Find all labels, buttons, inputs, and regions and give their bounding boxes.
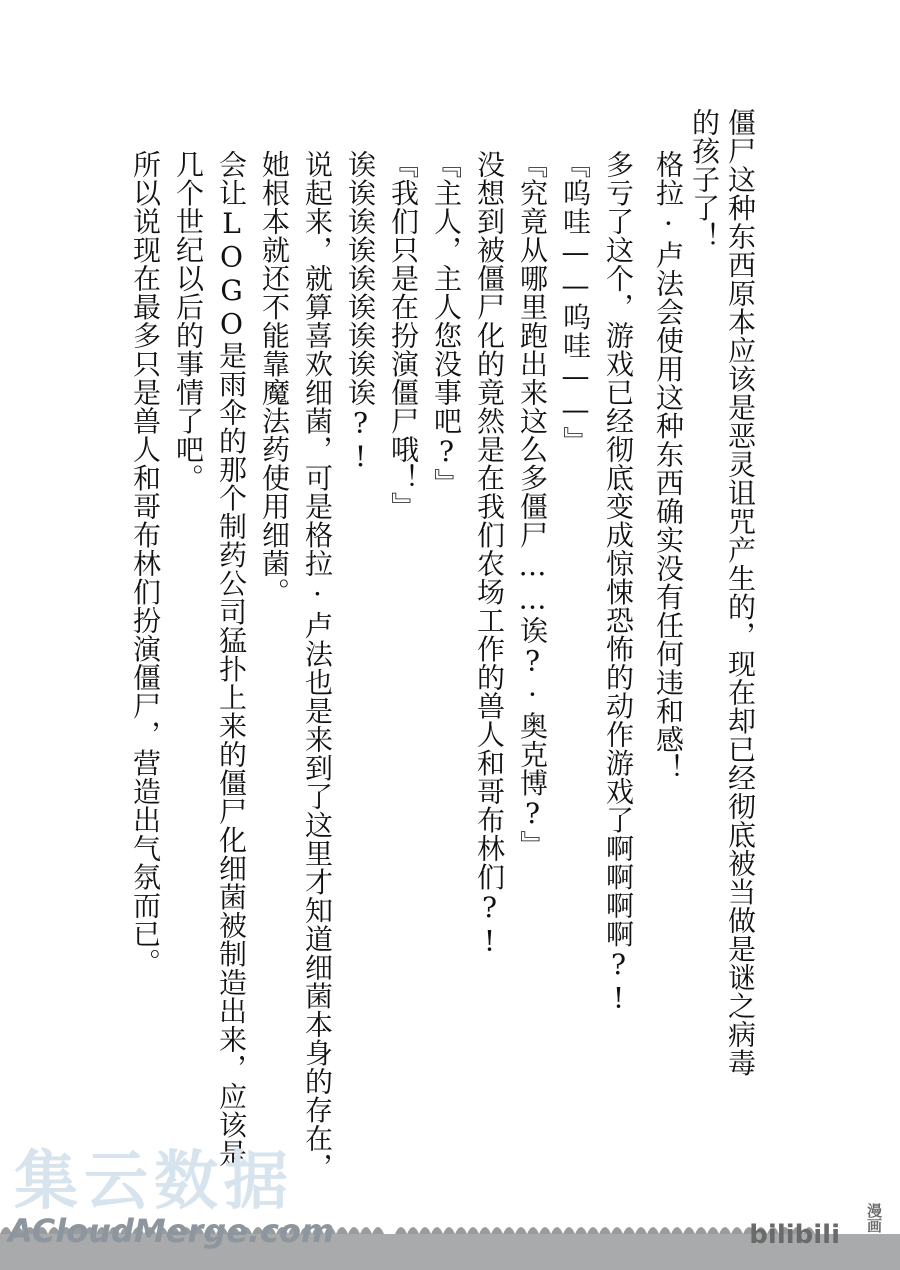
paragraph-4: 没想到被僵尸化的竟然是在我们农场工作的兽人和哥布林们?! [473, 150, 506, 958]
paragraph-2: 格拉·卢法会使用这种东西确实没有任何违和感！ [652, 150, 685, 782]
paragraph-5: 说起来，就算喜欢细菌，可是格拉·卢法也是来到了这里才知道细菌本身的存在， [301, 150, 334, 1181]
dialogue-3: 『主人，主人您没事吧?』 [430, 150, 463, 497]
paragraph-1-cont: 的孩子了！ [688, 108, 721, 251]
watermark-subtitle: ACloudMerge.com [8, 1212, 335, 1250]
bilibili-logo: bilibili [749, 1220, 840, 1250]
dialogue-1: 『呜哇——呜哇——』 [559, 150, 592, 455]
paragraph-5-cont: 她根本就还不能靠魔法药使用细菌。 [258, 150, 291, 606]
paragraph-3: 多亏了这个，游戏已经彻底变成惊悚恐怖的动作游戏了啊啊啊啊?! [602, 150, 635, 1015]
exclamation: 诶诶诶诶诶诶诶诶诶?! [344, 150, 377, 474]
paragraph-6-cont: 几个世纪以后的事情了吧。 [172, 150, 205, 492]
paragraph-1: 僵尸这种东西原本应该是恶灵诅咒产生的，现在却已经彻底被当做是谜之病毒 [724, 108, 757, 1077]
manga-tag: 漫画 [865, 1203, 883, 1233]
paragraph-7: 所以说现在最多只是兽人和哥布林们扮演僵尸，营造出气氛而已。 [129, 150, 162, 977]
watermark-title: 集云数据 [14, 1145, 294, 1219]
dialogue-2: 『究竟从哪里跑出来这么多僵尸……诶?·奥克博?』 [516, 150, 549, 859]
paragraph-6: 会让LOGO是雨伞的那个制药公司猛扑上来的僵尸化细菌被制造出来，应该是 [215, 150, 248, 1168]
dialogue-4: 『我们只是在扮演僵尸哦！』 [387, 150, 420, 521]
